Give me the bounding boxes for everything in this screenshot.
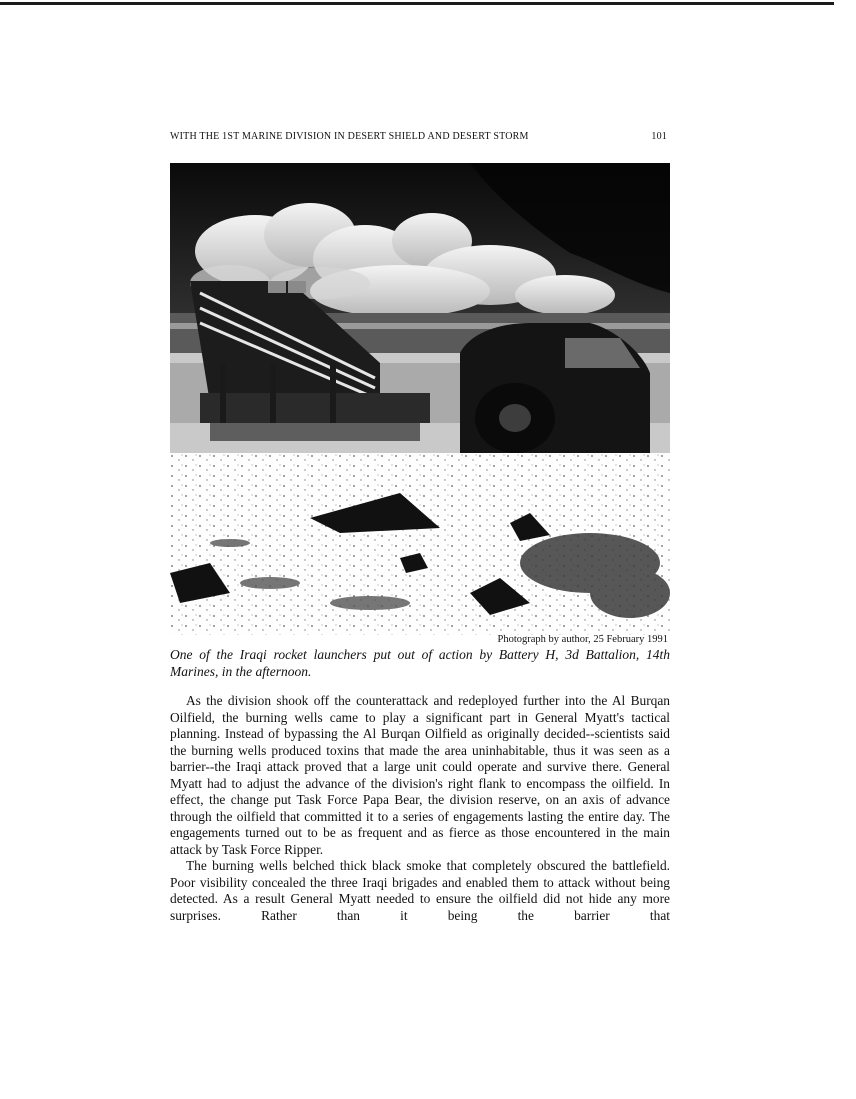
page-number: 101 xyxy=(651,131,667,142)
body-paragraph: The burning wells belched thick black smoke that completely obscured the battlefield. Poor visibility concealed the three Iraqi brigades and enabled them to attack without being detected. As a result General Myatt needed to ensure the oilfield did not hide any more surprises. Rather than it being the barrier that xyxy=(170,858,670,923)
running-head xyxy=(170,131,670,145)
body-text xyxy=(170,693,670,924)
photo-credit: Photograph by author, 25 February 1991 xyxy=(497,634,668,645)
top-rule xyxy=(0,2,834,5)
rocket-launcher-photo xyxy=(170,163,670,635)
running-title: WITH THE 1ST MARINE DIVISION IN DESERT SHIELD AND DESERT STORM xyxy=(170,131,529,142)
body-paragraph: As the division shook off the counterattack and redeployed further into the Al Burqan Oilfield, the burning wells came to play a significant part in General Myatt's tactical planning. Instead of bypassing the Al Burqan Oilfield as originally decided--scientists said the burning wells produced toxins that made the area uninhabitable, thus it was seen as a barrier--the Iraqi attack proved that a large unit could operate and survive there. General Myatt had to adjust the advance of the division's right flank to encompass the oilfield. In effect, the change put Task Force Papa Bear, the division reserve, on an axis of advance through the oilfield that committed it to a series of engagements lasting the entire day. The engagements turned out to be as frequent and as fierce as those encountered in the main attack by Task Force Ripper. xyxy=(170,693,670,857)
figure-caption: One of the Iraqi rocket launchers put out of action by Battery H, 3d Battalion, 14th Marines, in the afternoon. xyxy=(170,647,670,679)
